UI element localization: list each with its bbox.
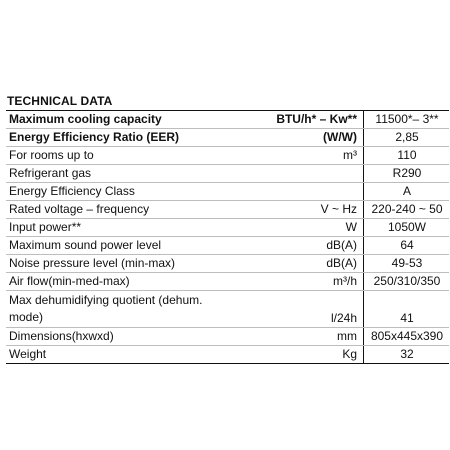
param-label: Rated voltage – frequency xyxy=(6,201,241,219)
param-label: Maximum cooling capacity xyxy=(6,111,241,129)
param-label: Max dehumidifying quotient (dehum. mode) xyxy=(6,291,241,328)
param-value: 32 xyxy=(364,346,450,364)
table-row xyxy=(6,219,449,237)
param-value: 250/310/350 xyxy=(364,273,450,291)
table-row xyxy=(6,201,449,219)
param-unit: (W/W) xyxy=(241,129,364,147)
param-unit: l/24h xyxy=(241,291,364,328)
param-label: Weight xyxy=(6,346,241,364)
param-unit xyxy=(241,183,364,201)
param-value: 64 xyxy=(364,237,450,255)
param-unit: mm xyxy=(241,328,364,346)
param-value: 41 xyxy=(364,291,450,328)
table-title: TECHNICAL DATA xyxy=(7,94,113,108)
param-value: 49-53 xyxy=(364,255,450,273)
table-row xyxy=(6,147,449,165)
param-value: 110 xyxy=(364,147,450,165)
param-label: Maximum sound power level xyxy=(6,237,241,255)
param-label: Refrigerant gas xyxy=(6,165,241,183)
param-value: A xyxy=(364,183,450,201)
param-value: 220-240 ~ 50 xyxy=(364,201,450,219)
param-value: 2,85 xyxy=(364,129,450,147)
param-label: Noise pressure level (min-max) xyxy=(6,255,241,273)
table-row xyxy=(6,111,449,129)
table-row xyxy=(6,165,449,183)
param-unit: dB(A) xyxy=(241,237,364,255)
param-unit: dB(A) xyxy=(241,255,364,273)
param-unit xyxy=(241,165,364,183)
param-unit: BTU/h* – Kw** xyxy=(241,111,364,129)
table-row xyxy=(6,129,449,147)
param-unit: m³ xyxy=(241,147,364,165)
technical-data-table xyxy=(6,110,449,364)
param-label: Input power** xyxy=(6,219,241,237)
param-value: R290 xyxy=(364,165,450,183)
param-unit: V ~ Hz xyxy=(241,201,364,219)
param-label: Air flow(min-med-max) xyxy=(6,273,241,291)
param-label: Dimensions(hxwxd) xyxy=(6,328,241,346)
table-row xyxy=(6,183,449,201)
param-label: Energy Efficiency Ratio (EER) xyxy=(6,129,241,147)
table-row xyxy=(6,255,449,273)
table-row xyxy=(6,237,449,255)
param-value: 11500*– 3** xyxy=(364,111,450,129)
technical-data-sheet xyxy=(6,93,444,364)
param-label: Energy Efficiency Class xyxy=(6,183,241,201)
param-unit: W xyxy=(241,219,364,237)
param-value: 805x445x390 xyxy=(364,328,450,346)
table-row xyxy=(6,328,449,346)
table-row xyxy=(6,273,449,291)
param-label: For rooms up to xyxy=(6,147,241,165)
table-row xyxy=(6,346,449,364)
param-unit: m³/h xyxy=(241,273,364,291)
param-unit: Kg xyxy=(241,346,364,364)
table-row xyxy=(6,291,449,328)
param-value: 1050W xyxy=(364,219,450,237)
